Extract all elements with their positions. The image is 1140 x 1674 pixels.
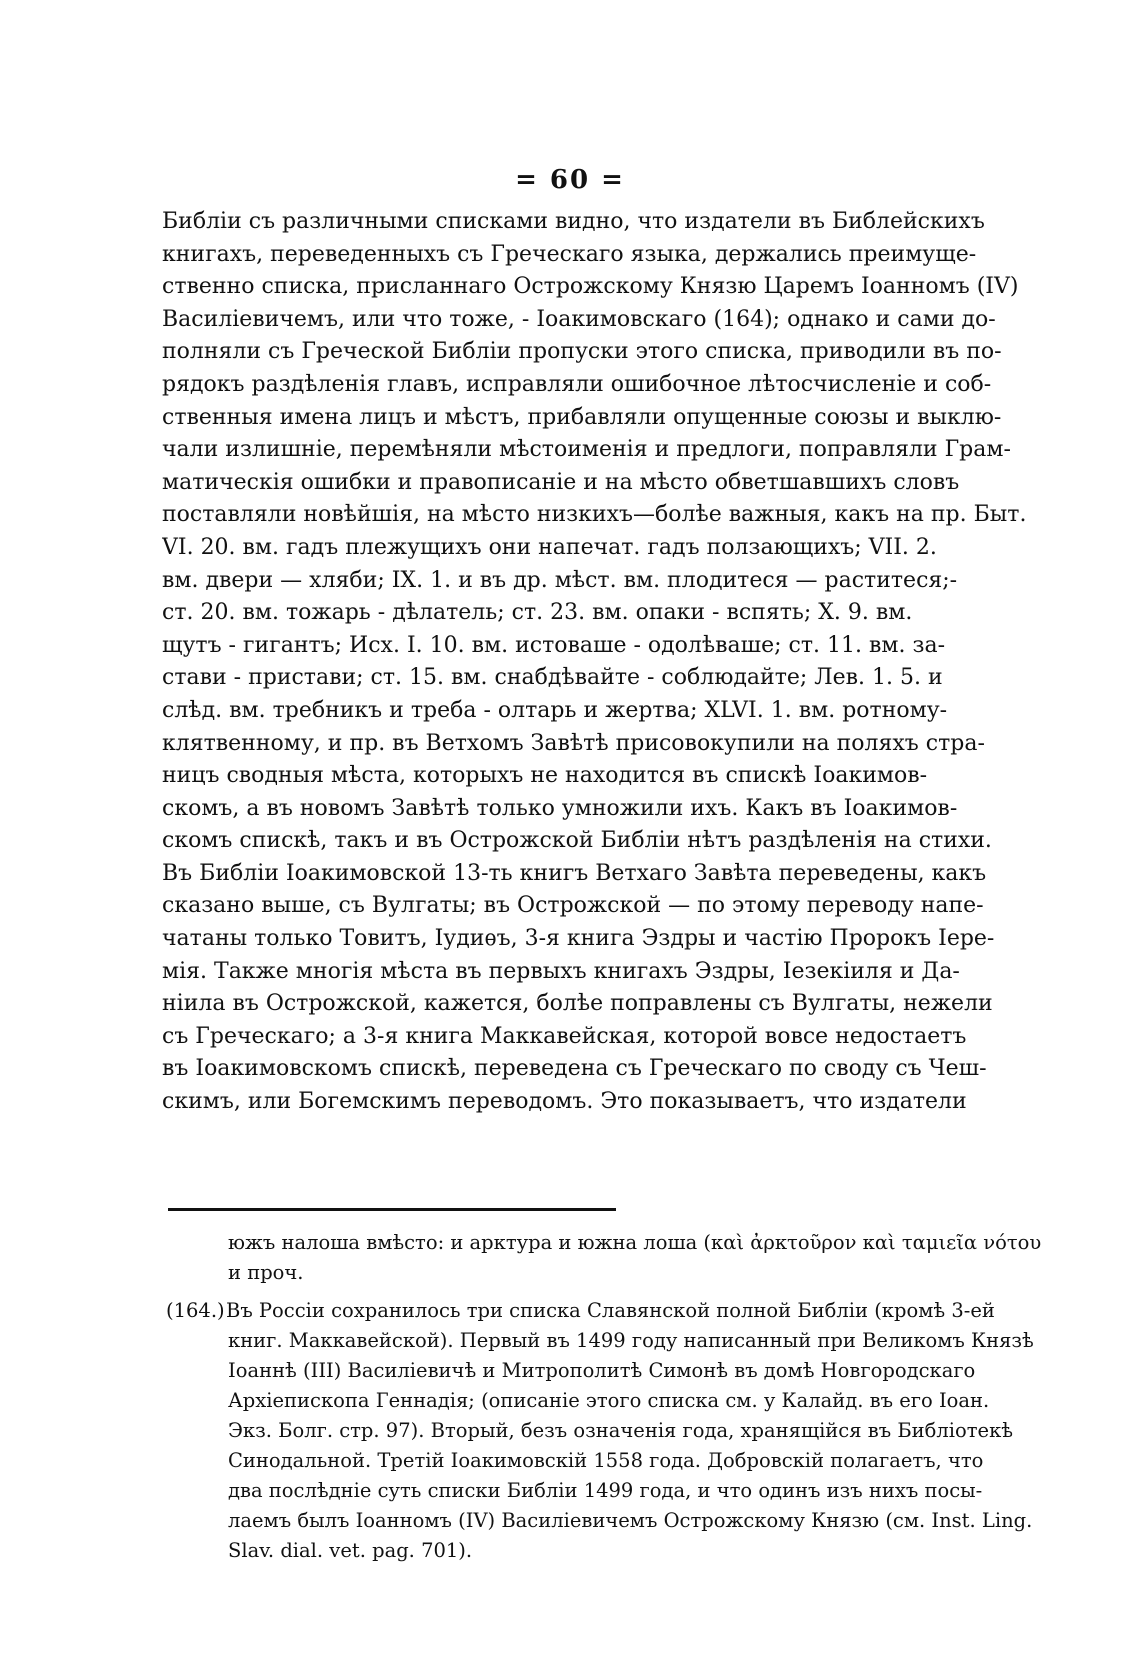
body-line: ственно списка, присланнаго Острожскому Князю Царемъ Іоанномъ (IV) bbox=[162, 274, 1019, 300]
footnote-line: два послѣдніе суть списки Библіи 1499 года, и что одинъ изъ нихъ посы- bbox=[228, 1479, 983, 1502]
body-line: матическія ошибки и правописаніе и на мѣсто обветшавшихъ словъ bbox=[162, 469, 960, 495]
body-line: въ Іоакимовскомъ спискѣ, переведена съ Греческаго по своду съ Чеш- bbox=[162, 1056, 987, 1082]
body-line: поставляли новѣйшія, на мѣсто низкихъ—болѣе важныя, какъ на пр. Быт. bbox=[162, 502, 1027, 528]
body-line: ственныя имена лицъ и мѣстъ, прибавляли опущенные союзы и выклю- bbox=[162, 404, 1002, 430]
body-line: скомъ спискѣ, такъ и въ Острожской Библіи нѣтъ раздѣленія на стихи. bbox=[162, 828, 992, 854]
page-number: = 60 = bbox=[515, 165, 625, 195]
footnote-line: лаемъ былъ Іоанномъ (IV) Василіевичемъ Острожскому Князю (см. Inst. Ling. bbox=[228, 1509, 1033, 1532]
footnote-line: и проч. bbox=[228, 1261, 304, 1284]
footnote-line: книг. Маккавейской). Первый въ 1499 году написанный при Великомъ Князѣ bbox=[228, 1329, 1034, 1352]
body-line: Въ Библіи Іоакимовской 13-ть книгъ Ветхаго Завѣта переведены, какъ bbox=[162, 860, 987, 886]
body-line: ст. 20. вм. тожарь - дѣлатель; ст. 23. вм. опаки - вспять; X. 9. вм. bbox=[162, 600, 913, 626]
footnote-164 bbox=[166, 1296, 1110, 1566]
body-line: VI. 20. вм. гадъ плежущихъ они напечат. гадъ ползающихъ; VII. 2. bbox=[162, 534, 937, 560]
body-text bbox=[162, 206, 1110, 1119]
footnote-line: Синодальной. Третій Іоакимовскій 1558 года. Добровскій полагаетъ, что bbox=[228, 1449, 984, 1472]
body-line: рядокъ раздѣленія главъ, исправляли ошибочное лѣтосчисленіе и соб- bbox=[162, 371, 992, 397]
body-line: Василіевичемъ, или что тоже, - Іоакимовскаго (164); однако и сами до- bbox=[162, 306, 996, 332]
body-line: чали излишніе, перемѣняли мѣстоименія и предлоги, поправляли Грам- bbox=[162, 437, 1011, 463]
body-line: ніила въ Острожской, кажется, болѣе поправлены съ Вулгаты, нежели bbox=[162, 991, 993, 1017]
footnote-line: Іоаннѣ (III) Василіевичѣ и Митрополитѣ Симонѣ въ домѣ Новгородскаго bbox=[228, 1359, 976, 1382]
body-line: мія. Также многія мѣста въ первыхъ книгахъ Эздры, Іезекіиля и Да- bbox=[162, 958, 960, 984]
body-line: вм. двери — хляби; IX. 1. и въ др. мѣст. вм. плодитеся — раститеся;- bbox=[162, 567, 958, 593]
footnote-text: Въ Россіи сохранилось три списка Славянской полной Библіи (кромѣ 3-ей bbox=[226, 1299, 995, 1322]
body-line: ницъ сводныя мѣста, которыхъ не находится въ спискѣ Іоакимов- bbox=[162, 763, 928, 789]
body-line: скомъ, а въ новомъ Завѣтѣ только умножили ихъ. Какъ въ Іоакимов- bbox=[162, 795, 958, 821]
footnote-line: Экз. Болг. стр. 97). Вторый, безъ означенія года, хранящійся въ Библіотекѣ bbox=[228, 1419, 1014, 1442]
footnote-separator bbox=[168, 1208, 616, 1211]
footnote-line: южъ налоша вмѣсто: и арктура и южна лоша (καὶ ἀρκτοῦρον καὶ ταμιεῖα νότου bbox=[228, 1231, 1042, 1254]
body-line: сказано выше, съ Вулгаты; въ Острожской — по этому переводу напе- bbox=[162, 893, 984, 919]
footnote-marker: (164.) bbox=[166, 1299, 225, 1322]
body-line: Библіи съ различными списками видно, что издатели въ Библейскихъ bbox=[162, 209, 985, 234]
body-line: щутъ - гигантъ; Исх. I. 10. вм. истоваше - одолѣваше; ст. 11. вм. за- bbox=[162, 632, 946, 658]
footnote-line bbox=[166, 1296, 1110, 1326]
body-line: книгахъ, переведенныхъ съ Греческаго языка, держались преимуще- bbox=[162, 241, 977, 267]
footnote-continuation bbox=[166, 1228, 1110, 1288]
body-line: полняли съ Греческой Библіи пропуски этого списка, приводили въ по- bbox=[162, 339, 1002, 365]
body-line: клятвенному, и пр. въ Ветхомъ Завѣтѣ присовокупили на поляхъ стра- bbox=[162, 730, 985, 756]
body-line: чатаны только Товитъ, Іудиѳъ, 3-я книга Эздры и частію Пророкъ Іере- bbox=[162, 926, 995, 952]
footnote-line: Slav. dial. vet. pag. 701). bbox=[228, 1539, 473, 1562]
body-line: стави - пристави; ст. 15. вм. снабдѣвайте - соблюдайте; Лев. 1. 5. и bbox=[162, 665, 943, 691]
body-line: слѣд. вм. требникъ и треба - олтарь и жертва; XLVI. 1. вм. ротному- bbox=[162, 697, 948, 723]
footnote-line: Архіепископа Геннадія; (описаніе этого списка см. у Калайд. въ его Іоан. bbox=[228, 1389, 990, 1412]
body-line: съ Греческаго; а 3-я книга Маккавейская, которой вовсе недостаетъ bbox=[162, 1023, 967, 1049]
body-line: скимъ, или Богемскимъ переводомъ. Это показываетъ, что издатели bbox=[162, 1089, 967, 1115]
